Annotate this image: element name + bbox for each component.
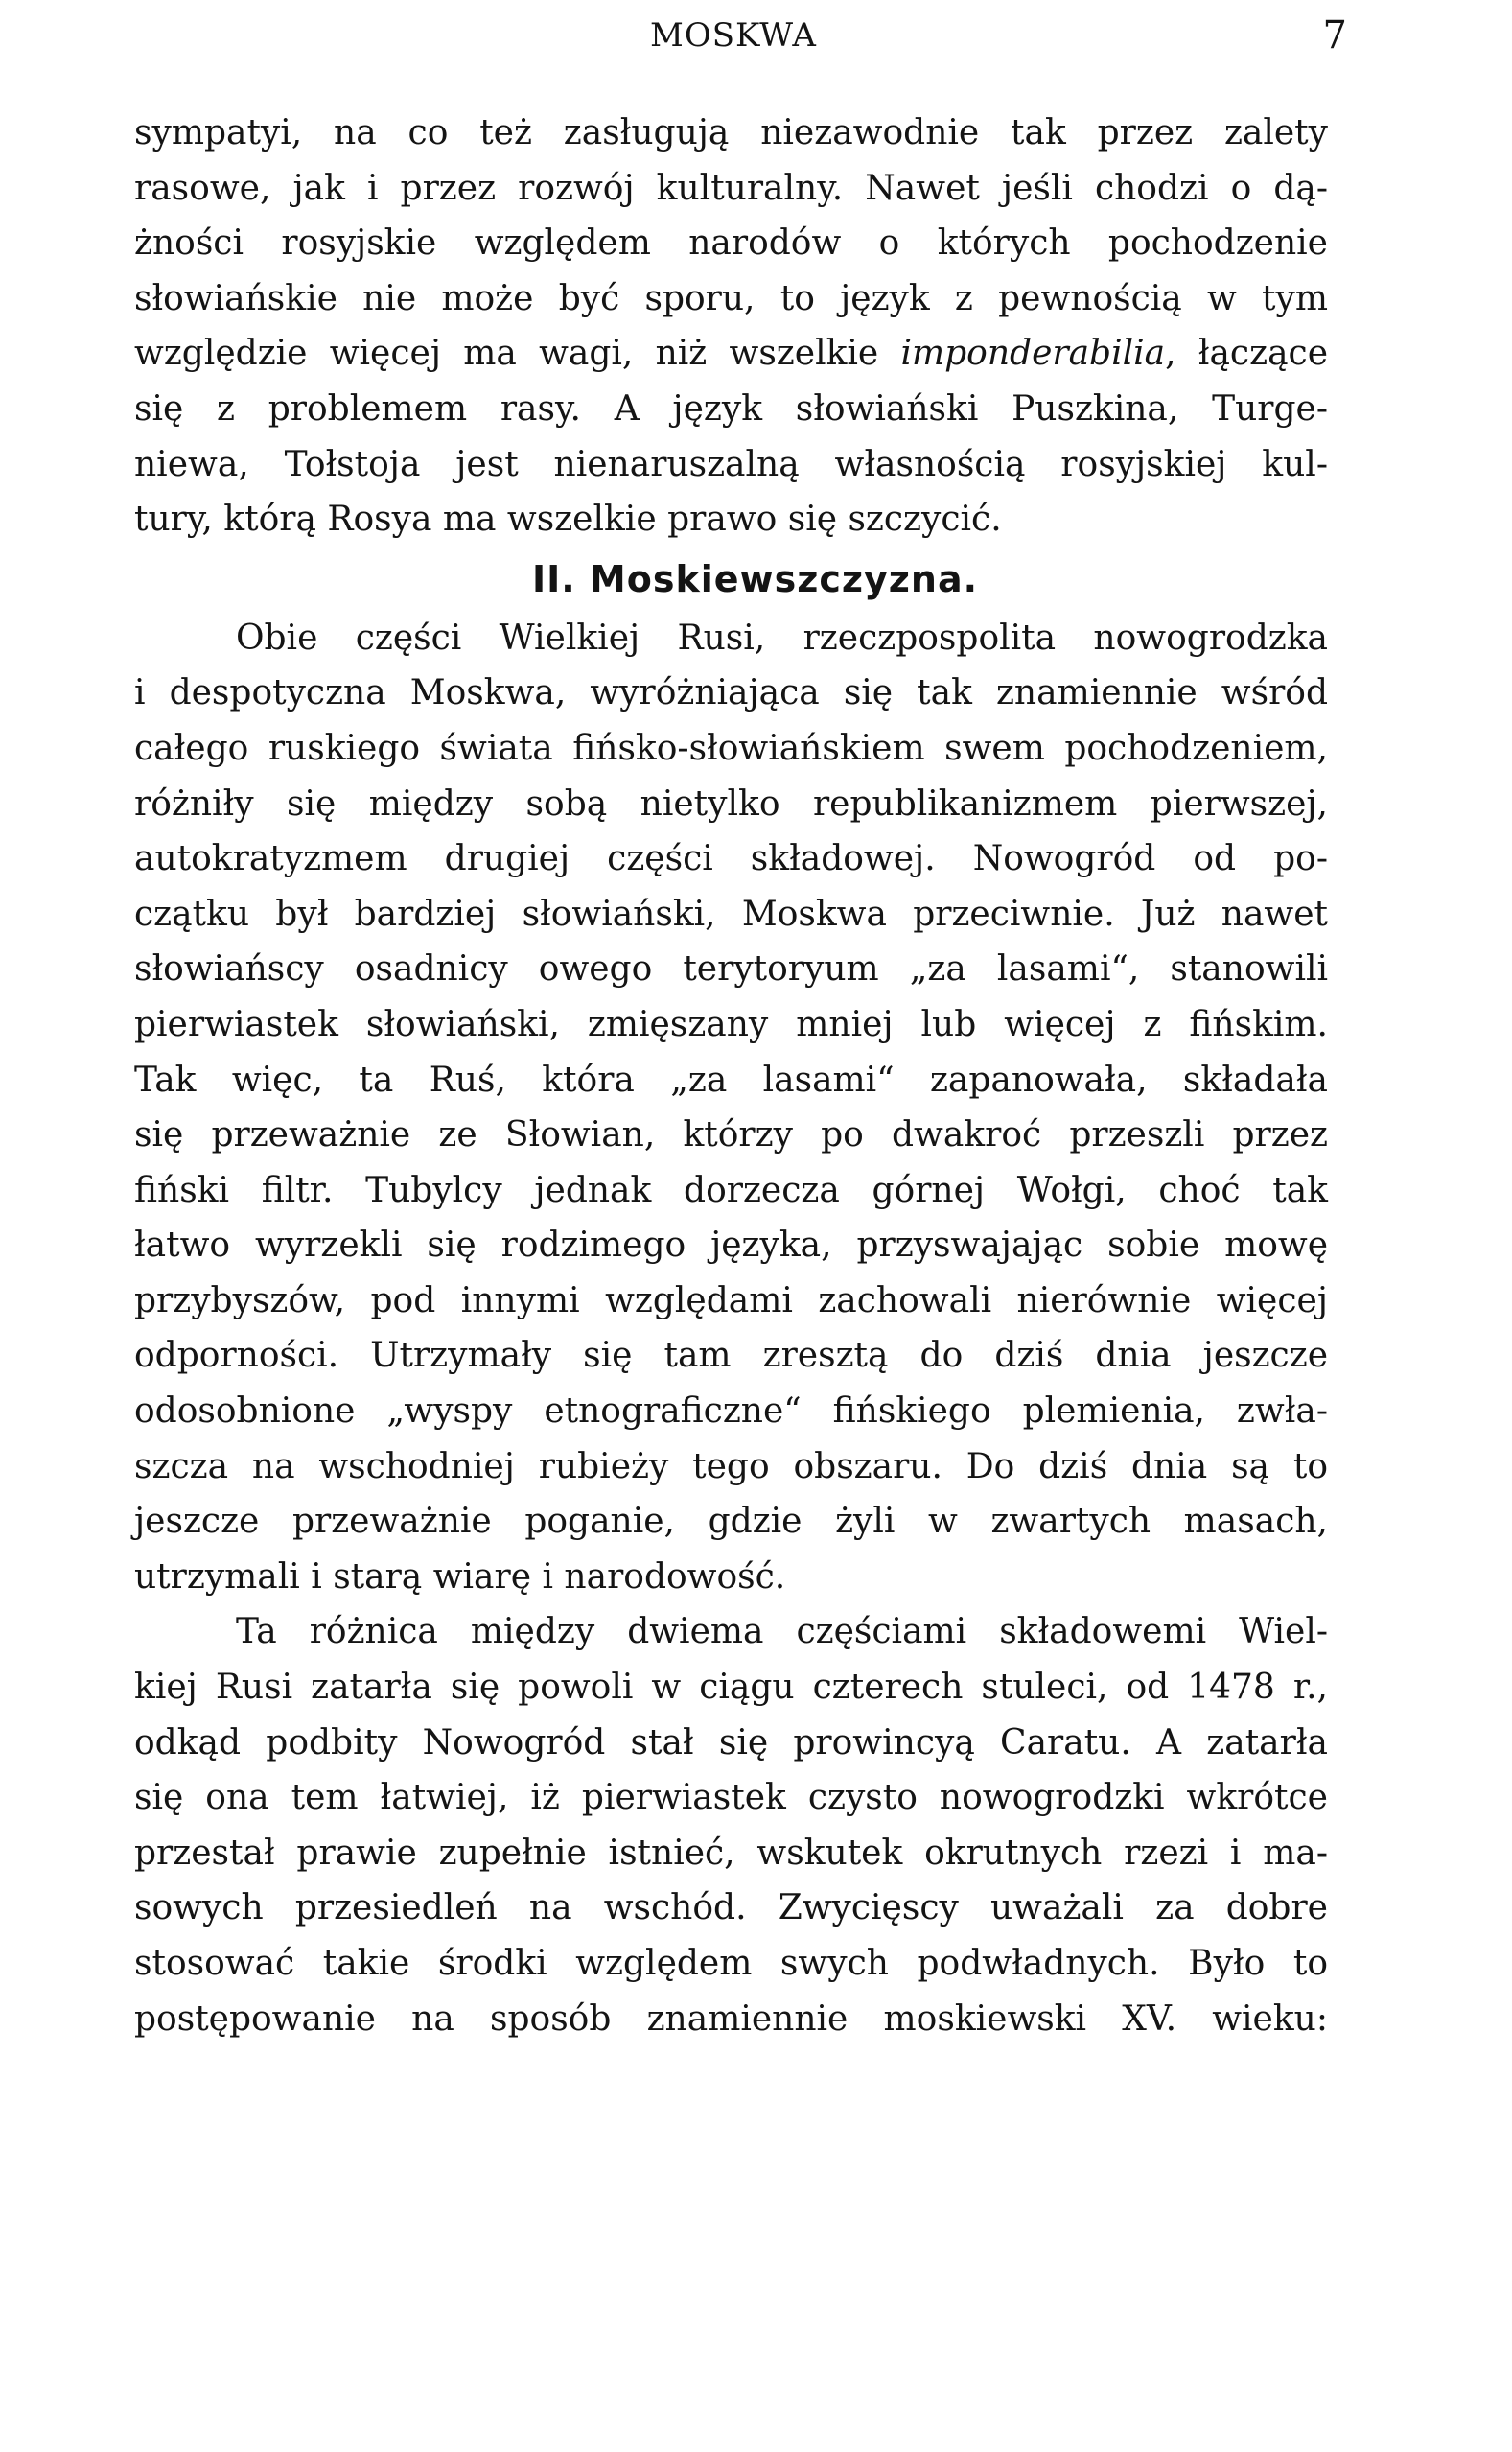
text-line: się z problemem rasy. A język słowiański Puszkina, Turge- (134, 388, 1328, 429)
running-title: MOSKWA (650, 16, 817, 55)
paragraph-2 (134, 611, 1328, 1605)
text-line: się przeważnie ze Słowian, którzy po dwakroć przeszli przez (134, 1115, 1328, 1156)
text-line: niewa, Tołstoja jest nienaruszalną własnością rosyjskiej kul- (134, 444, 1328, 484)
text-line: sowych przesiedleń na wschód. Zwycięscy uważali za dobre (134, 1888, 1328, 1928)
page-number: 7 (1322, 13, 1347, 58)
text-line: rasowe, jak i przez rozwój kulturalny. Nawet jeśli chodzi o dą- (134, 168, 1328, 208)
text-line: słowiańscy osadnicy owego terytoryum „za lasami“, stanowili (134, 949, 1328, 990)
text-line: fiński filtr. Tubylcy jednak dorzecza górnej Wołgi, choć tak (134, 1170, 1328, 1210)
text-line: całego ruskiego świata fińsko-słowiańskiem swem pochodzeniem, (134, 728, 1328, 768)
text-line: postępowanie na sposób znamiennie moskiewski XV. wieku: (134, 1998, 1328, 2039)
text-line: Obie części Wielkiej Rusi, rzeczpospolita nowogrodzka (236, 618, 1328, 658)
text-fragment: , łączące (1165, 334, 1328, 374)
text-line: różniły się między sobą nietylko republikanizmem pierwszej, (134, 783, 1328, 824)
text-line: pierwiastek słowiański, zmięszany mniej lub więcej z fińskim. (134, 1004, 1328, 1044)
text-line: kiej Rusi zatarła się powoli w ciągu czterech stuleci, od 1478 r., (134, 1668, 1328, 1708)
text-line: odosobnione „wyspy etnograficzne“ fińskiego plemienia, zwła- (134, 1391, 1328, 1432)
text-line: się ona tem łatwiej, iż pierwiastek czysto nowogrodzki wkrótce (134, 1778, 1328, 1818)
paragraph-1 (134, 105, 1328, 548)
text-line: sympatyi, na co też zasługują niezawodnie tak przez zalety (134, 113, 1328, 152)
text-line: żności rosyjskie względem narodów o których pochodzenie (134, 223, 1328, 264)
running-header (134, 12, 1347, 59)
text-line: utrzymali i starą wiarę i narodowość. (134, 1556, 786, 1597)
text-line: stosować takie środki względem swych podwładnych. Było to (134, 1944, 1328, 1983)
text-fragment: względzie więcej ma wagi, niż wszelkie (134, 334, 901, 374)
italic-term: imponderabilia (900, 334, 1166, 374)
text-line: odporności. Utrzymały się tam zresztą do dziś dnia jeszcze (134, 1336, 1328, 1376)
text-line: szcza na wschodniej rubieży tego obszaru. Do dziś dnia są to (134, 1446, 1328, 1486)
text-line: przestał prawie zupełnie istnieć, wskutek okrutnych rzezi i ma- (134, 1833, 1328, 1873)
text-line: słowiańskie nie może być sporu, to język z pewnością w tym (134, 278, 1328, 318)
text-line: łatwo wyrzekli się rodzimego języka, przyswajając sobie mowę (134, 1226, 1328, 1266)
body-text (134, 105, 1328, 2046)
text-line: i despotyczna Moskwa, wyróżniająca się tak znamiennie wśród (134, 673, 1328, 713)
text-line: przybyszów, pod innymi względami zachowali nierównie więcej (134, 1280, 1328, 1320)
text-line: tury, którą Rosya ma wszelkie prawo się szczycić. (134, 500, 1002, 540)
text-line: Ta różnica między dwiema częściami składowemi Wiel- (236, 1612, 1328, 1652)
text-line: czątku był bardziej słowiański, Moskwa przeciwnie. Już nawet (134, 894, 1328, 934)
text-line (134, 326, 1328, 382)
text-line: odkąd podbity Nowogród stał się prowincyą Caratu. A zatarła (134, 1722, 1328, 1763)
text-line: autokratyzmem drugiej części składowej. Nowogród od po- (134, 839, 1328, 879)
section-heading: II. Moskiewszczyzna. (531, 557, 979, 600)
text-line: jeszcze przeważnie poganie, gdzie żyli w zwartych masach, (134, 1502, 1328, 1542)
paragraph-3 (134, 1604, 1328, 2046)
text-line: Tak więc, ta Ruś, która „za lasami“ zapanowała, składała (134, 1060, 1328, 1100)
